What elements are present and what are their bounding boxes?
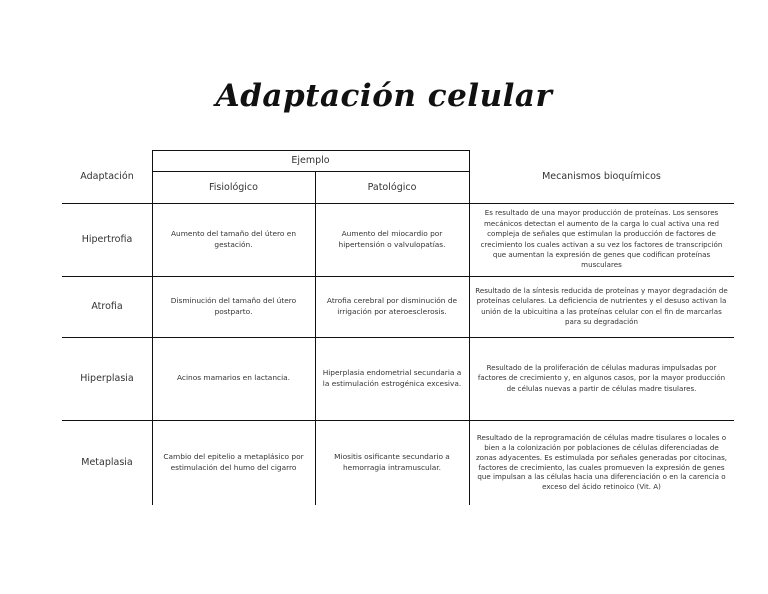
cell-patologico: Atrofia cerebral por disminución de irrigación por ateroesclerosis. bbox=[326, 295, 458, 316]
cell-mecanismos: Es resultado de una mayor producción de proteínas. Los sensores mecánicos detectan el aumento de la carga lo cual activa una red compleja de señales que estimulan la producción de factores de crecimiento los cuales activan a su vez los factores de transcripción que aumentan la expresión de genes que codifican proteínas musculares bbox=[480, 208, 723, 270]
header-patologico: Patológico bbox=[367, 181, 417, 193]
cell-patologico: Hiperplasia endometrial secundaria a la estimulación estrogénica excesiva. bbox=[322, 367, 462, 388]
cell-mecanismos: Resultado de la reprogramación de células madre tisulares o locales o bien a la colonización por poblaciones de células diferenciadas de zonas adyacentes. Es estimulada por señales generadas por citocinas, factores de crecimiento, las cuales promueven la expresión de genes que impulsan a las células hacia una diferenciación o en la carencia o exceso del ácido retinoico (Vit. A) bbox=[475, 433, 728, 492]
row-label-hipertrofia: Hipertrofia bbox=[81, 234, 133, 245]
row-label-hiperplasia: Hiperplasia bbox=[80, 373, 134, 384]
cell-patologico: Miositis osificante secundario a hemorragia intramuscular. bbox=[334, 451, 450, 472]
cell-fisiologico: Acinos mamarios en lactancia. bbox=[176, 373, 291, 383]
cell-fisiologico: Aumento del tamaño del útero en gestación. bbox=[170, 228, 297, 249]
cell-mecanismos: Resultado de la síntesis reducida de proteínas y mayor degradación de proteínas celulares. La deficiencia de nutrientes y el desuso activan la unión de la ubicuitina a las proteínas celular con el fin de marcarlas para su degradación bbox=[475, 285, 728, 326]
cell-mecanismos: Resultado de la proliferación de células maduras impulsadas por factores de crecimiento y, en algunos casos, por la mayor producción de células nuevas a partir de células madre tisulares. bbox=[477, 362, 726, 393]
row-label-metaplasia: Metaplasia bbox=[81, 457, 133, 468]
cell-patologico: Aumento del miocardio por hipertensión o valvulopatías. bbox=[338, 228, 446, 249]
cell-fisiologico: Cambio del epitelio a metaplásico por estimulación del humo del cigarro bbox=[163, 451, 304, 472]
page-title: Adaptación celular bbox=[215, 78, 553, 114]
header-adaptacion: Adaptación bbox=[80, 171, 134, 182]
row-label-atrofia: Atrofia bbox=[91, 301, 123, 312]
header-mecanismos: Mecanismos bioquímicos bbox=[542, 171, 661, 182]
cell-fisiologico: Disminución del tamaño del útero postparto. bbox=[170, 295, 297, 316]
header-ejemplo: Ejemplo bbox=[291, 155, 330, 166]
header-fisiologico: Fisiológico bbox=[209, 181, 258, 193]
